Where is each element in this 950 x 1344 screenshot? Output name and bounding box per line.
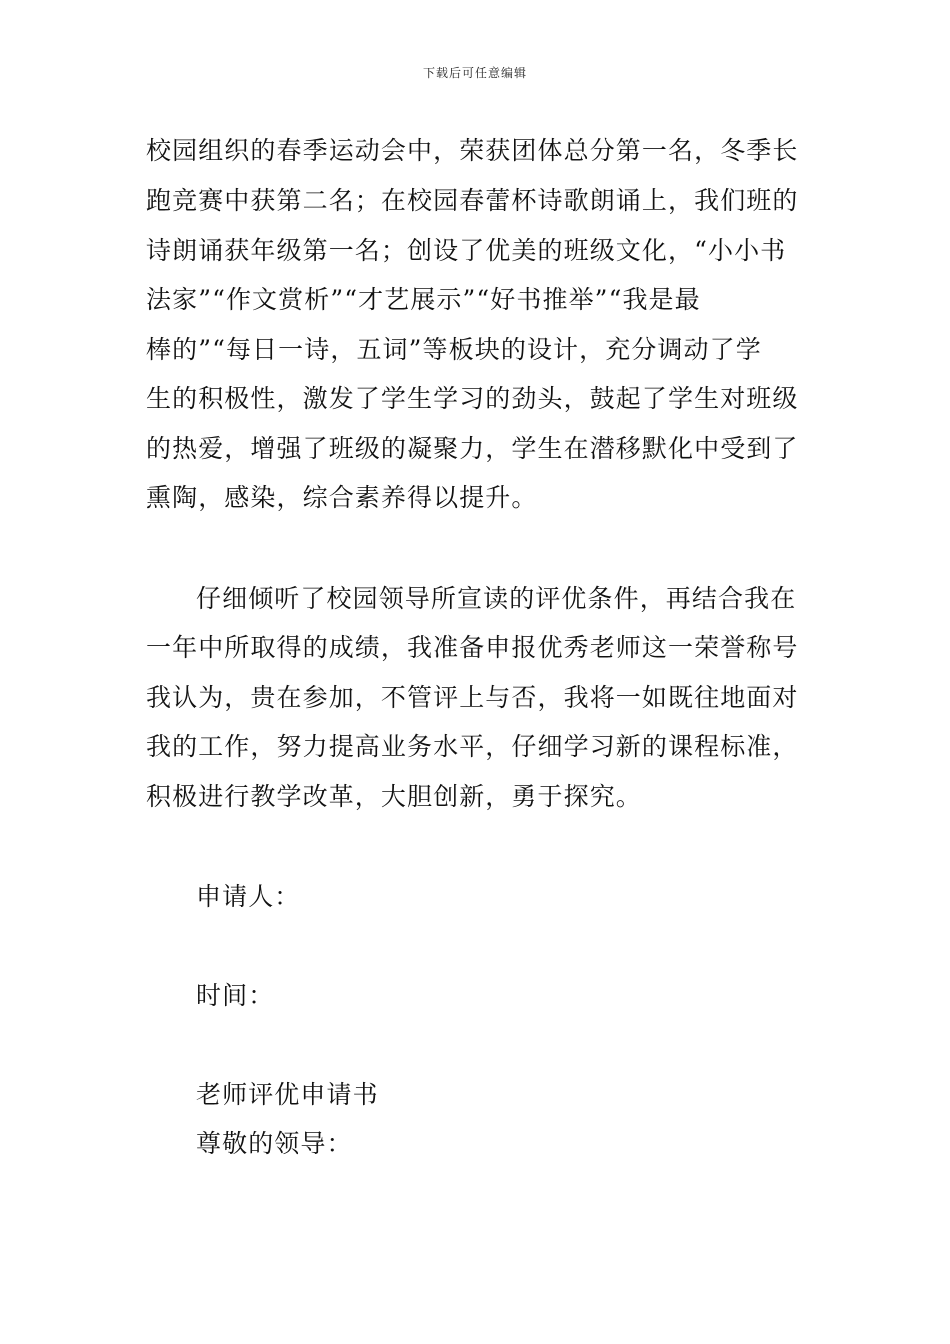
paragraph-line: 积极进行教学改革，大胆创新，勇于探究。 xyxy=(146,782,642,811)
date-label: 时间： xyxy=(196,981,275,1010)
page-header-note: 下载后可任意编辑 xyxy=(422,66,527,80)
paragraph-line: 跑竞赛中获第二名；在校园春蕾杯诗歌朗诵上，我们班的 xyxy=(146,186,799,215)
paragraph-line: 棒的”“每日一诗，五词”等板块的设计，充分调动了学 xyxy=(146,335,762,364)
paragraph-line: 我的工作，努力提高业务水平，仔细学习新的课程标准， xyxy=(146,732,799,761)
paragraph-line: 的热爱，增强了班级的凝聚力，学生在潜移默化中受到了 xyxy=(146,434,799,463)
next-document-title: 老师评优申请书 xyxy=(196,1080,379,1109)
paragraph-line: 校园组织的春季运动会中，荣获团体总分第一名，冬季长 xyxy=(146,136,799,165)
paragraph-line: 我认为，贵在参加，不管评上与否，我将一如既往地面对 xyxy=(146,683,799,712)
paragraph-line: 生的积极性，激发了学生学习的劲头，鼓起了学生对班级 xyxy=(146,384,799,413)
paragraph-line: 诗朗诵获年级第一名；创设了优美的班级文化，“小小书 xyxy=(146,236,787,265)
applicant-label: 申请人： xyxy=(196,882,301,911)
paragraph-line: 仔细倾听了校园领导所宣读的评优条件，再结合我在 xyxy=(196,584,797,613)
salutation: 尊敬的领导： xyxy=(196,1129,353,1158)
paragraph-line: 一年中所取得的成绩，我准备申报优秀老师这一荣誉称号 xyxy=(146,633,799,662)
paragraph-line: 熏陶，感染，综合素养得以提升。 xyxy=(146,483,538,512)
paragraph-line: 法家”“作文赏析”“才艺展示”“好书推举”“我是最 xyxy=(146,285,701,314)
